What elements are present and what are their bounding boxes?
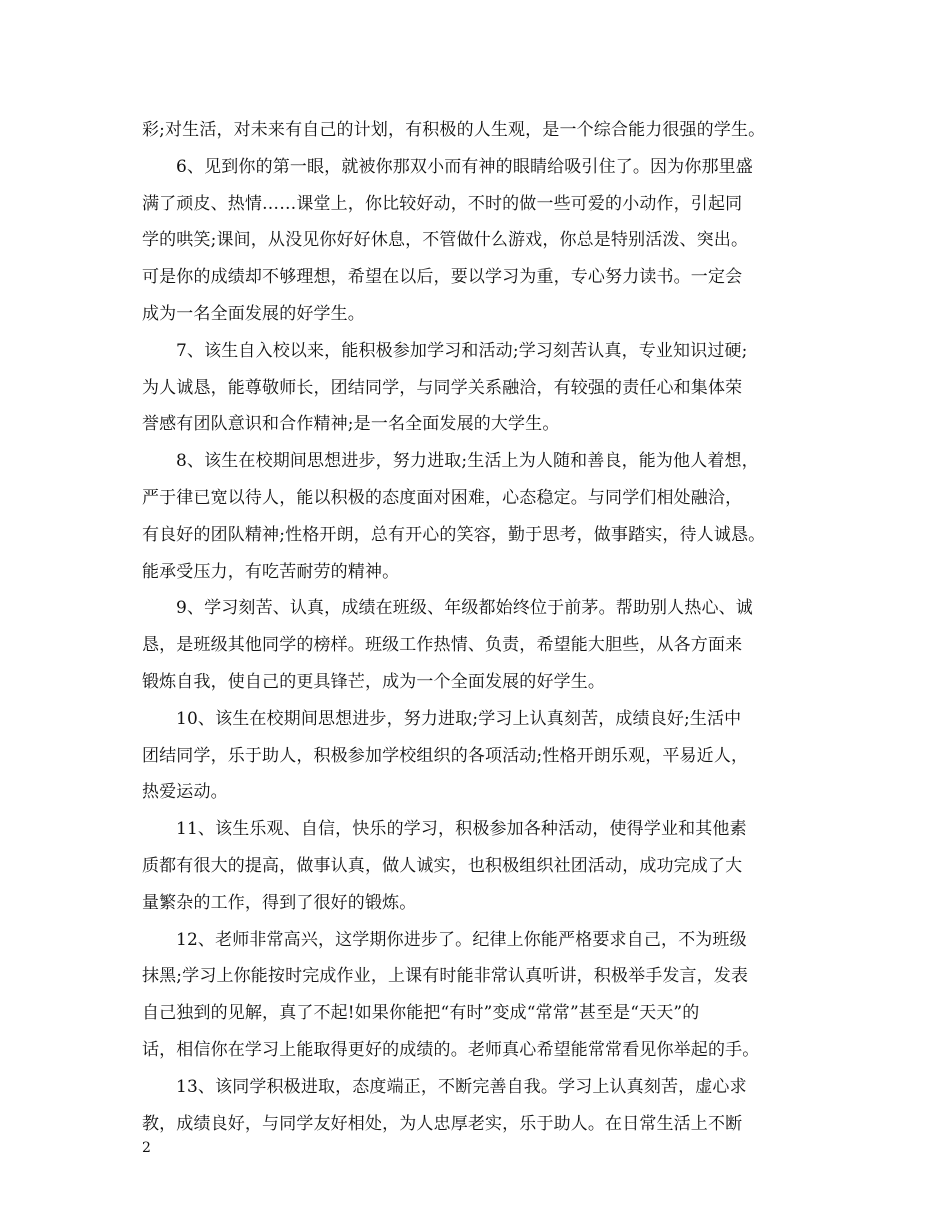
text-line: 成为一名全面发展的好学生。	[142, 303, 365, 324]
text-line: 11、该生乐观、自信，快乐的学习，积极参加各种活动，使得学业和其他素	[176, 819, 747, 840]
text-line: 可是你的成绩却不够理想，希望在以后，要以学习为重，专心努力读书。一定会	[142, 267, 743, 288]
text-line: 7、该生自入校以来，能积极参加学习和活动;学习刻苦认真，专业知识过硬;	[176, 340, 748, 361]
text-line: 12、老师非常高兴，这学期你进步了。纪律上你能严格要求自己，不为班级	[176, 929, 747, 950]
text-line: 誉感有团队意识和合作精神;是一名全面发展的大学生。	[142, 414, 560, 435]
text-line: 10、该生在校期间思想进步，努力进取;学习上认真刻苦，成绩良好;生活中	[176, 708, 742, 729]
text-line: 质都有很大的提高，做事认真，做人诚实，也积极组织社团活动，成功完成了大	[142, 855, 743, 876]
body-text	[142, 112, 832, 1142]
text-line: 有良好的团队精神;性格开朗，总有开心的笑容，勤于思考，做事踏实，待人诚恳。	[142, 524, 766, 545]
text-line: 6、见到你的第一眼，就被你那双小而有神的眼睛给吸引住了。因为你那里盛	[176, 156, 753, 177]
text-line: 8、该生在校期间思想进步，努力进取;生活上为人随和善良，能为他人着想，	[176, 451, 759, 472]
text-line: 教，成绩良好，与同学友好相处，为人忠厚老实，乐于助人。在日常生活上不断	[142, 1113, 743, 1134]
text-line: 满了顽皮、热情……课堂上，你比较好动，不时的做一些可爱的小动作，引起同	[142, 193, 743, 214]
text-line: 13、该同学积极进取，态度端正，不断完善自我。学习上认真刻苦，虚心求	[176, 1076, 747, 1097]
text-line: 严于律已宽以待人，能以积极的态度面对困难，心态稳定。与同学们相处融洽，	[142, 487, 743, 508]
text-line: 话，相信你在学习上能取得更好的成绩的。老师真心希望能常常看见你举起的手。	[142, 1039, 760, 1060]
text-line: 能承受压力，有吃苦耐劳的精神。	[142, 561, 400, 582]
text-line: 热爱运动。	[142, 782, 228, 803]
text-line: 恳，是班级其他同学的榜样。班级工作热情、负责，希望能大胆些，从各方面来	[142, 635, 743, 656]
text-line: 抹黑;学习上你能按时完成作业，上课有时能非常认真听讲，积极举手发言，发表	[142, 966, 749, 987]
text-line: 9、学习刻苦、认真，成绩在班级、年级都始终位于前茅。帮助别人热心、诚	[176, 598, 753, 619]
text-line: 彩;对生活，对未来有自己的计划，有积极的人生观，是一个综合能力很强的学生。	[142, 120, 766, 140]
text-line: 量繁杂的工作，得到了很好的锻炼。	[142, 892, 417, 913]
text-line: 自己独到的见解，真了不起!如果你能把“有时”变成“常常”甚至是“天天”的	[142, 1003, 700, 1024]
page-number: 2	[142, 1140, 151, 1156]
text-line: 锻炼自我，使自己的更具锋芒，成为一个全面发展的好学生。	[142, 671, 606, 692]
text-line: 为人诚恳，能尊敬师长，团结同学，与同学关系融洽，有较强的责任心和集体荣	[142, 377, 743, 398]
text-line: 团结同学，乐于助人，积极参加学校组织的各项活动;性格开朗乐观，平易近人，	[142, 745, 749, 766]
text-line: 学的哄笑;课间，从没见你好好休息，不管做什么游戏，你总是特别活泼、突出。	[142, 230, 749, 251]
